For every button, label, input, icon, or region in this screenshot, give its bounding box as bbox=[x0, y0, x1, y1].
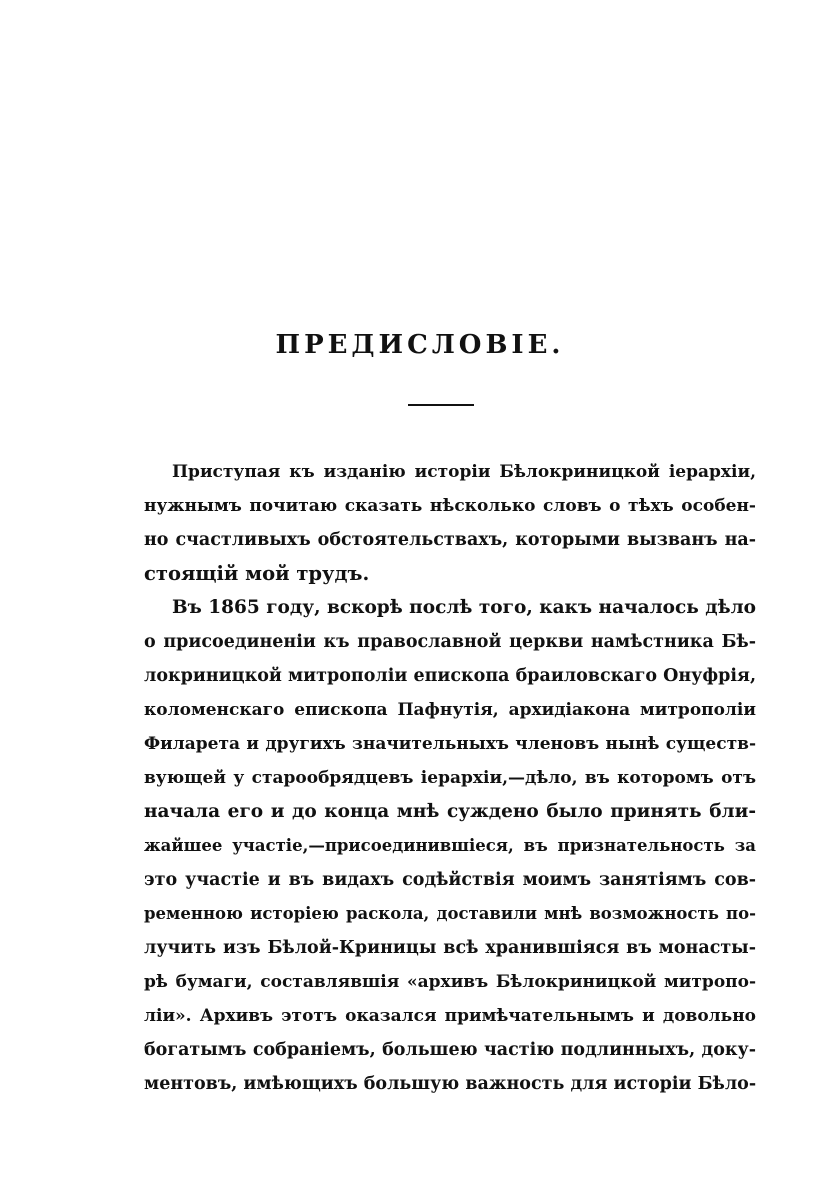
text-line: жайшее участіе,—присоединившіеся, въ признательность за bbox=[144, 836, 756, 855]
text-line: начала его и до конца мнѣ суждено было принять бли- bbox=[144, 801, 756, 822]
text-line: рѣ бумаги, составлявшія «архивъ Бѣлокриницкой митропо- bbox=[144, 972, 756, 992]
text-line: вующей у старообрядцевъ іерархіи,—дѣло, въ которомъ отъ bbox=[144, 768, 756, 788]
text-line: это участіе и въ видахъ содѣйствія моимъ занятіямъ сов- bbox=[144, 870, 756, 890]
text-line: но счастливыхъ обстоятельствахъ, которыми вызванъ на- bbox=[144, 530, 756, 550]
preface-text bbox=[144, 455, 756, 1101]
text-line: о присоединеніи къ православной церкви намѣстника Бѣ- bbox=[144, 632, 756, 652]
text-line: лучить изъ Бѣлой-Криницы всѣ хранившіяся въ монасты- bbox=[144, 938, 756, 958]
text-line: стоящій мой трудъ. bbox=[144, 562, 370, 585]
text-line: Филарета и другихъ значительныхъ членовъ нынѣ существ- bbox=[144, 734, 756, 754]
text-line: коломенскаго епископа Пафнутія, архидіакона митрополіи bbox=[144, 700, 756, 720]
title-divider bbox=[408, 404, 474, 406]
text-line: Въ 1865 году, вскорѣ послѣ того, какъ началось дѣло bbox=[172, 597, 756, 618]
text-line: нужнымъ почитаю сказать нѣсколько словъ о тѣхъ особен- bbox=[144, 496, 756, 516]
page-title: ПРЕДИСЛОВІЕ. bbox=[275, 330, 565, 360]
text-line: ліи». Архивъ этотъ оказался примѣчательнымъ и довольно bbox=[144, 1006, 756, 1026]
text-line: локриницкой митрополіи епископа браиловскаго Онуфрія, bbox=[144, 666, 756, 686]
text-line: богатымъ собраніемъ, большею частію подлинныхъ, доку- bbox=[144, 1040, 756, 1060]
text-line: Приступая къ изданію исторіи Бѣлокриницкой іерархіи, bbox=[172, 462, 756, 482]
text-line: ментовъ, имѣющихъ большую важность для исторіи Бѣло- bbox=[144, 1074, 756, 1094]
text-line: ременною исторіею раскола, доставили мнѣ возможность по- bbox=[144, 904, 756, 923]
